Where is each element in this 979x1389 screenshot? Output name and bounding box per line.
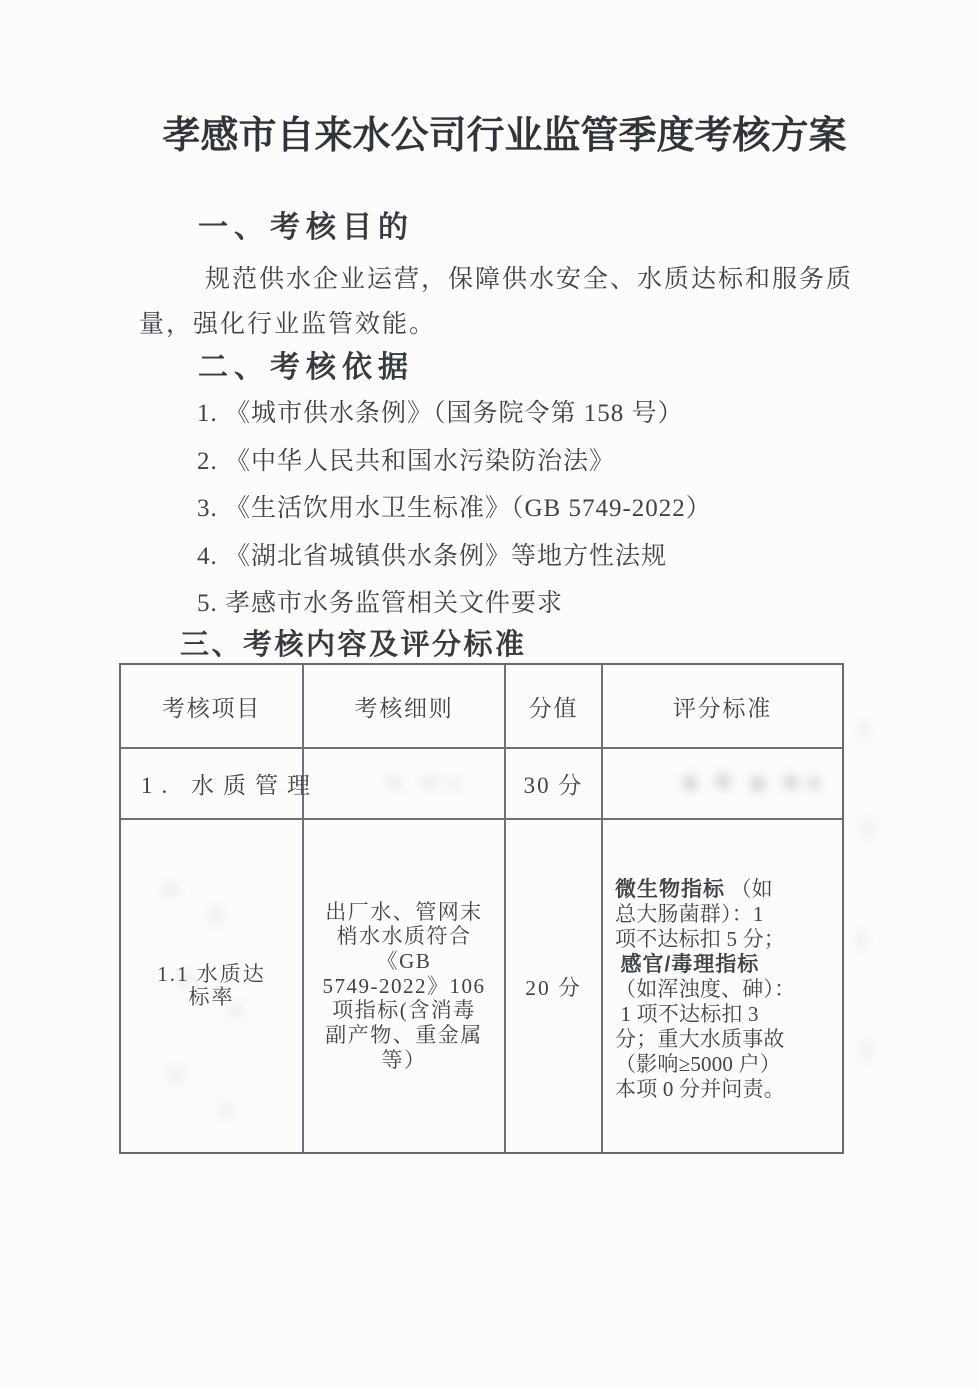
section-heading-purpose: 一、考核目的 <box>198 211 414 244</box>
text-line: 微生物指标 （如 <box>615 876 773 901</box>
section-heading-content: 三、考核内容及评分标准 <box>180 629 527 661</box>
text-line: 本项 0 分并问责。 <box>615 1076 785 1101</box>
table-header-detail: 考核细则 <box>304 665 506 749</box>
table-cell-item-major: 1. 水质管理 <box>121 749 304 820</box>
table-cell-score-major: 30 分 <box>506 749 603 820</box>
text-line: 总大肠菌群）：1 <box>615 901 764 926</box>
text-line: 1. 《城市供水条例》（国务院令第 158 号） <box>197 400 684 427</box>
text-line: 项指标(含消毒 <box>332 998 476 1023</box>
text-line: 分；重大水质事故 <box>615 1026 785 1051</box>
text-line: 《GB <box>376 948 432 973</box>
basis-list <box>197 399 712 637</box>
text-line: 5749-2022》106 <box>322 973 486 998</box>
text-line: 1 项不达标扣 3 <box>615 1001 759 1026</box>
table-header-score: 分值 <box>506 665 603 749</box>
document-title: 孝感市自来水公司行业监管季度考核方案 <box>162 115 847 157</box>
text-line: 等） <box>381 1047 427 1072</box>
text-line: 4. 《湖北省城镇供水条例》等地方性法规 <box>197 542 668 570</box>
table-cell-detail-empty <box>304 749 506 820</box>
table-cell-detail-sub <box>304 820 506 1152</box>
text-line: 2. 《中华人民共和国水污染防治法》 <box>197 447 616 475</box>
text-line: （如浑浊度、砷）： <box>615 976 796 1001</box>
table-cell-criteria-empty <box>603 749 842 820</box>
table-cell-score-sub: 20 分 <box>506 820 603 1152</box>
text-line: 副产物、重金属 <box>325 1023 483 1048</box>
table-cell-criteria-sub <box>603 820 842 1152</box>
text-line: 3. 《生活饮用水卫生标准》（GB 5749-2022） <box>197 495 712 523</box>
text-line: 项不达标扣 5 分； <box>615 926 785 951</box>
assessment-table <box>119 663 844 1154</box>
table-header-item: 考核项目 <box>121 665 304 749</box>
table-cell-item-sub: 1.1 水质达标率 <box>121 820 304 1152</box>
text-line: （影响≥5000 户） <box>615 1051 781 1076</box>
bleed-through-mark <box>846 690 888 1130</box>
purpose-paragraph: 规范供水企业运营，保障供水安全、水质达标和服务质量，强化行业监管效能。 <box>139 266 854 338</box>
text-line: 5. 孝感市水务监管相关文件要求 <box>197 590 564 618</box>
text-line: 感官/毒理指标 <box>620 952 760 976</box>
text-line: 出厂水、管网末 <box>325 899 483 924</box>
section-heading-basis: 二、考核依据 <box>198 351 414 384</box>
text-line: 梢水水质符合 <box>336 924 472 949</box>
table-header-criteria: 评分标准 <box>603 665 842 749</box>
